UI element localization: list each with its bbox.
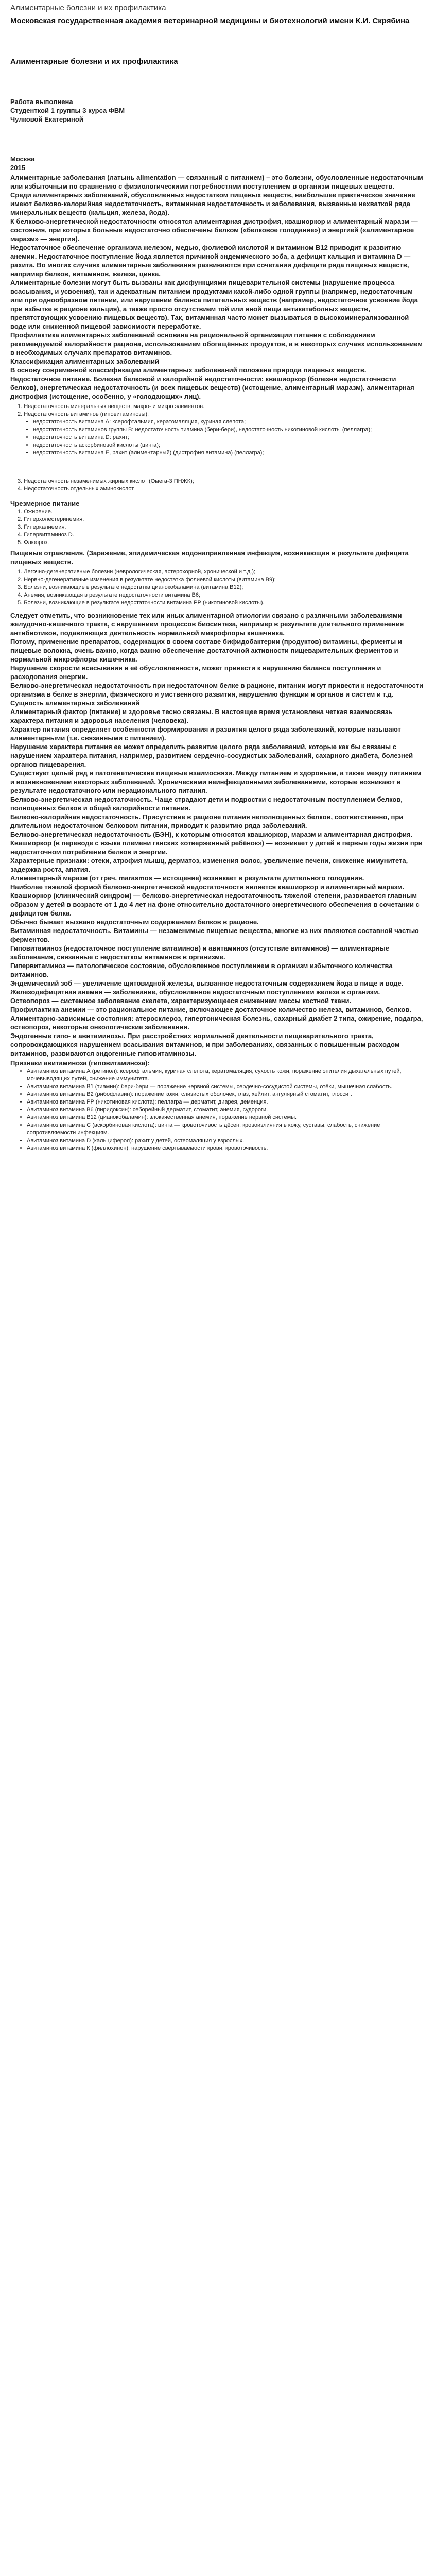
list-item: • Авитаминоз витамина В12 (цианокобаламин): злокачественная анемия, поражение нервной системы. [27,1114,425,1122]
list-item: • недостаточность витаминов группы В: недостаточность тиамина (бери-бери), недостаточность никотиновой кислоты (пеллагра); [33,426,425,434]
list-item: 2. Гиперхолестеринемия. [18,516,84,522]
list-item: 4. Гипервитаминоз D. [18,532,74,538]
body-paragraph: Профилактика анемии — это рациональное питание, включающее достаточное количество железа, витаминов, белков. [10,1006,411,1013]
spacer [10,607,425,611]
body-paragraph: Белково-энергетическая недостаточность (БЭН), к которым относятся квашиоркор, маразм и алиментарная дистрофия. [10,831,413,838]
spacer [10,493,425,499]
list-item: 2. Недостаточность витаминов (гиповитаминозы): [18,411,149,417]
excess-section [10,499,425,508]
body-paragraph: Наиболее тяжелой формой белково-энергетической недостаточности является квашиоркор и алиментарный маразм. [10,883,405,891]
list-item: 1. Недостаточность минеральных веществ, макро- и микро элементов. [18,403,205,410]
intro-paragraph: Классификация алиментарных заболеваний [10,358,160,365]
body-paragraph: Алиментарно-зависимые состояния: атеросклероз, гипертоническая болезнь, сахарный диабет 2 типа, ожирение, подагра, остеопороз, некоторые онкологические заболевания. [10,1014,423,1031]
list-item: • Авитаминоз витамина РР (никотиновая кислота): пеллагра — дерматит, диарея, деменция. [27,1098,425,1106]
body-paragraph: Железодефицитная анемия — заболевание, обусловленное недостаточным поступлением железа в организм. [10,988,380,996]
spacer [10,124,425,155]
classification-list [10,403,425,493]
intro-section [10,173,425,375]
student-name: Чулковой Екатериной [10,115,83,123]
list-item: 3. Болезни, возникающие в результате недостатка цианокобаламина (витамина В12); [18,584,243,590]
body-paragraph: Характерные признаки: отеки, атрофия мышц, дерматоз, изменения волос, увеличение печени, снижение иммунитета, задержка роста, апатия. [10,857,408,873]
vitamins-list [10,1067,425,1153]
body-paragraph: Нарушение характера питания ее может определить развитие целого ряда заболеваний, которые как бы связаны с нарушением характера питания, например, развитием сердечно-сосудистых заболеваний, сахарного диабета, болезней органов пищеварения. [10,743,413,768]
excess-title: Чрезмерное питание [10,500,80,507]
body-paragraph: Обычно бывает вызвано недостаточным содержанием белков в рационе. [10,918,259,926]
undernutrition-text: Недостаточное питание. Болезни белковой и калорийной недостаточности: квашиоркор (болезни недостаточности белков), энергетическая недостаточность (и всех пищевых веществ) (истощение, алиментарный маразм), алиментарная дистрофия (истощение, особенно, у «голодающих» лиц). [10,375,414,400]
city: Москва [10,155,35,163]
list-item: 5. Флюороз. [18,539,49,546]
list-item: • Авитаминоз витамина К (филлохинон): нарушение свёртываемости крови, кровоточивость. [27,1145,425,1153]
body-paragraph: Квашиоркор (клинический синдром) — белково-энергетическая недостаточность тяжелой степени, развивается главным образом у детей в возрасте от 1 до 4 лет на фоне относительно достаточного энергетического обеспечения в сочетании с дефицитом белка. [10,892,420,917]
body-paragraph: Гипервитаминоз — патологическое состояние, обусловленное поступлением в организм избыточного количества витаминов. [10,962,393,978]
document-page [10,3,425,1153]
list-item: 2. Нервно-дегенеративные изменения в результате недостатка фолиевой кислоты (витамина В9); [18,577,276,583]
document-title: Алиментарные болезни и их профилактика [10,4,166,12]
poisoning-list [10,568,425,607]
body-paragraph: Витаминная недостаточность. Витамины — незаменимые пищевые вещества, многие из них являются составной частью ферментов. [10,927,419,943]
intro-paragraph: В основу современной классификации алиментарных заболеваний положена природа пищевых веществ. [10,366,367,374]
list-item: • недостаточность витамина Е, рахит (алиментарный) (дистрофия витамина) (пеллагра); [33,449,425,457]
spacer [10,66,425,97]
list-item: 4. Анемия, возникающая в результате недостаточности витамина В6; [18,592,201,598]
year: 2015 [10,164,25,172]
list-item: 3. Гиперкалиемия. [18,524,66,530]
work-title: Алиментарные болезни и их профилактика [10,57,178,66]
section-heading: Сущность алиментарных заболеваний [10,699,140,707]
body-paragraph: Следует отметить, что возникновение тех или иных алиментарной этиологии связано с различными заболеваниями желудочно-кишечного тракта, с нарушением процессов биосинтеза, например в результате длительного применения антибиотиков, подавляющих деятельность нормальной микрофлоры кишечника. [10,612,404,637]
vitamin-deficiency-list [10,418,425,457]
body-section [10,611,425,1058]
intro-paragraph: К белково-энергетической недостаточности относятся алиментарная дистрофия, квашиоркор и алиментарный маразм — состояния, при которых больные недостаточно обеспечены белком («белковое голодание») и энергией («алиментарное маразм» — энергия). [10,217,418,243]
body-paragraph: Гиповитаминоз (недостаточное поступление витаминов) и авитаминоз (отсутствие витаминов) — алиментарные заболевания, связанные с недостатком витаминов в организме. [10,944,390,961]
place-block [10,155,425,172]
body-paragraph: Алиментарный маразм (от греч. marasmos — истощение) возникает в результате длительного голодания. [10,874,364,882]
intro-paragraph: Недостаточное обеспечение организма железом, медью, фолиевой кислотой и витамином B12 приводит к развитию анемии. Недостаточное поступление йода является причиной эндемического зоба, а дефицит кальция и витамина D — рахита. Во многих случаях алиментарные заболевания развиваются при сочетании дефицита ряда пищевых веществ, например белков, витаминов, железа, цинка. [10,244,411,278]
body-paragraph: Эндогенные гипо- и авитаминозы. При расстройствах нормальной деятельности пищеварительного тракта, сопровождающихся нарушением всасывания витаминов, и при заболеваниях, связанных с повышенным расходом витаминов, развиваются эндогенные гиповитаминозы. [10,1032,400,1057]
poisoning-title: Пищевые отравления. (Заражение, эпидемическая водонаправленная инфекция, возникающая в результате дефицита пищевых веществ. [10,549,409,566]
body-paragraph: Эндемический зоб — увеличение щитовидной железы, вызванное недостаточным содержанием йода в пище и воде. [10,979,404,987]
author-block [10,97,425,124]
spacer [10,457,425,478]
list-item: • Авитаминоз витамина В6 (пиридоксин): себорейный дерматит, стоматит, анемия, судороги. [27,1106,425,1114]
student-group: Студенткой 1 группы 3 курса ФВМ [10,107,125,114]
list-item: 4. Недостаточность отдельных аминокислот. [18,486,135,492]
list-item: 1. Легочно-дегенеративные болезни (неврологическая, астерохорной, хронической и т.д.); [18,569,256,575]
list-item: • Авитаминоз витамина А (ретинол): ксерофтальмия, куриная слепота, кератомаляция, сухость кожи, поражение эпителия дыхательных путей, мочевыводящих путей, снижение иммунитета. [27,1067,425,1083]
intro-paragraph: Профилактика алиментарных заболеваний основана на рациональной организации питания с соблюдением рекомендуемой калорийности рациона, использованием обогащённых продуктов, а в некоторых случаях использованием в необходимых случаях препаратов витаминов. [10,331,423,357]
body-paragraph: Остеопороз — системное заболевание скелета, характеризующееся снижением массы костной ткани. [10,997,352,1005]
list-item: 1. Ожирение. [18,509,53,515]
intro-paragraph: Алиментарные заболевания (латынь alimentation — связанный с питанием) – это болезни, обусловленные недостаточным или избыточным по сравнению с физиологическими потребностями поступлением в организм пищевых веществ. [10,174,423,190]
vitamins-section [10,1059,425,1067]
list-item: • недостаточность витамина А: ксерофтальмия, кератомаляция, куриная слепота; [33,418,425,426]
intro-paragraph: Среди алиментарных заболеваний, обусловленных недостатком пищевых веществ, наибольшее практическое значение имеют белково-калорийная недостаточность, витаминная недостаточность и заболевания, вызванные нехваткой ряда минеральных веществ (кальция, железа, йода). [10,191,415,216]
list-item: • Авитаминоз витамина D (кальциферол): рахит у детей, остеомаляция у взрослых. [27,1137,425,1145]
list-item: 5. Болезни, возникающие в результате недостаточности витамина РР (никотиновой кислоты). [18,600,265,606]
vitamins-title: Признаки авитаминоза (гиповитаминоза): [10,1059,150,1067]
body-paragraph: Характер питания определяет особенности формирования и развития целого ряда заболеваний, которые называют алиментарными (т.е. связанными с питанием). [10,725,401,742]
list-item: • Авитаминоз витамина В2 (рибофлавин): поражение кожи, слизистых оболочек, глаз, хейлит, ангулярный стоматит, глоссит. [27,1091,425,1098]
done-by: Работа выполнена [10,98,73,106]
list-item: 3. Недостаточность незаменимых жирных кислот (Омега-3 ПНЖК); [18,478,194,484]
poisoning-section [10,549,425,566]
excess-list [10,508,425,547]
university-name: Московская государственная академия ветеринарной медицины и биотехнологий имени К.И. Скрябина [10,16,410,25]
spacer [10,26,425,57]
list-item: • Авитаминоз витамина В1 (тиамин): бери-бери — поражение нервной системы, сердечно-сосудистой системы, отёки, мышечная слабость. [27,1083,425,1091]
body-paragraph: Белково-калорийная недостаточность. Присутствие в рационе питания неполноценных белков, соответственно, при длительном недостаточном белковом питании, приводит к развитию ряда заболеваний. [10,813,404,829]
classification-section [10,375,425,401]
body-paragraph: Белково-энергетическая недостаточность при недостаточном белке в рационе, питании могут привести к недостаточности организма в белке в энергии, физического и умственного развития, нарушению функции и органов и систем и т.д. [10,682,424,698]
body-paragraph: Существует целый ряд и патогенетические пищевые взаимосвязи. Между питанием и здоровьем, а также между питанием и возникновением некоторых заболеваний. Хроническими неинфекционными заболеваниями, которые возникают в результате недостаточного или нерационального питания. [10,769,422,794]
list-item: • недостаточность аскорбиновой кислоты (цинга); [33,442,425,449]
list-item: • недостаточность витамина D: рахит; [33,434,425,442]
body-paragraph: Белково-энергетическая недостаточность. Чаще страдают дети и подростки с недостаточным поступлением белков, полноценных белков и общей калорийности питания. [10,795,403,812]
body-paragraph: Потому, применение препаратов, содержащих в своем составе бифидобактерии (продуктов) витамины, ферменты и пищевые волокна, очень важно, когда важно обеспечение достаточной активности пищеварительных ферментов и нормальной микрофлоры кишечника. [10,638,402,663]
body-paragraph: Нарушение скорости всасывания и её обусловленности, может привести к нарушению баланса поступления и расходования энергии. [10,664,381,681]
body-paragraph: Квашиоркор (в переводе с языка племени ганских «отверженный ребёнок») — возникает у детей в первые годы жизни при недостаточном потреблении белков и энергии. [10,839,423,856]
intro-paragraph: Алиментарные болезни могут быть вызваны как дисфункциями пищеварительной системы (нарушение процесса всасывания, и усвоения), так и адекватным питанием продуктами какой-либо одной группы (например, недостаточным или при однообразном питании, или нарушении баланса питательных веществ (например, недостаточное усвоение йода при избытке в рационе кальция), а также просто отсутствием той или иной пищи антикатаболных веществ, препятствующих усвоению пищевых веществ). Так, витаминная часто может вызываться в высокоминерализованной воде или сниженной пищевой зависимости переработке. [10,279,418,330]
list-item: • Авитаминоз витамина С (аскорбиновая кислота): цинга — кровоточивость дёсен, кровоизлияния в кожу, суставы, слабость, снижение сопротивляемости инфекциям. [27,1122,425,1137]
body-paragraph: Алиментарный фактор (питание) и здоровье тесно связаны. В настоящее время установлена четкая взаимосвязь характера питания и здоровья населения (человека). [10,708,393,724]
